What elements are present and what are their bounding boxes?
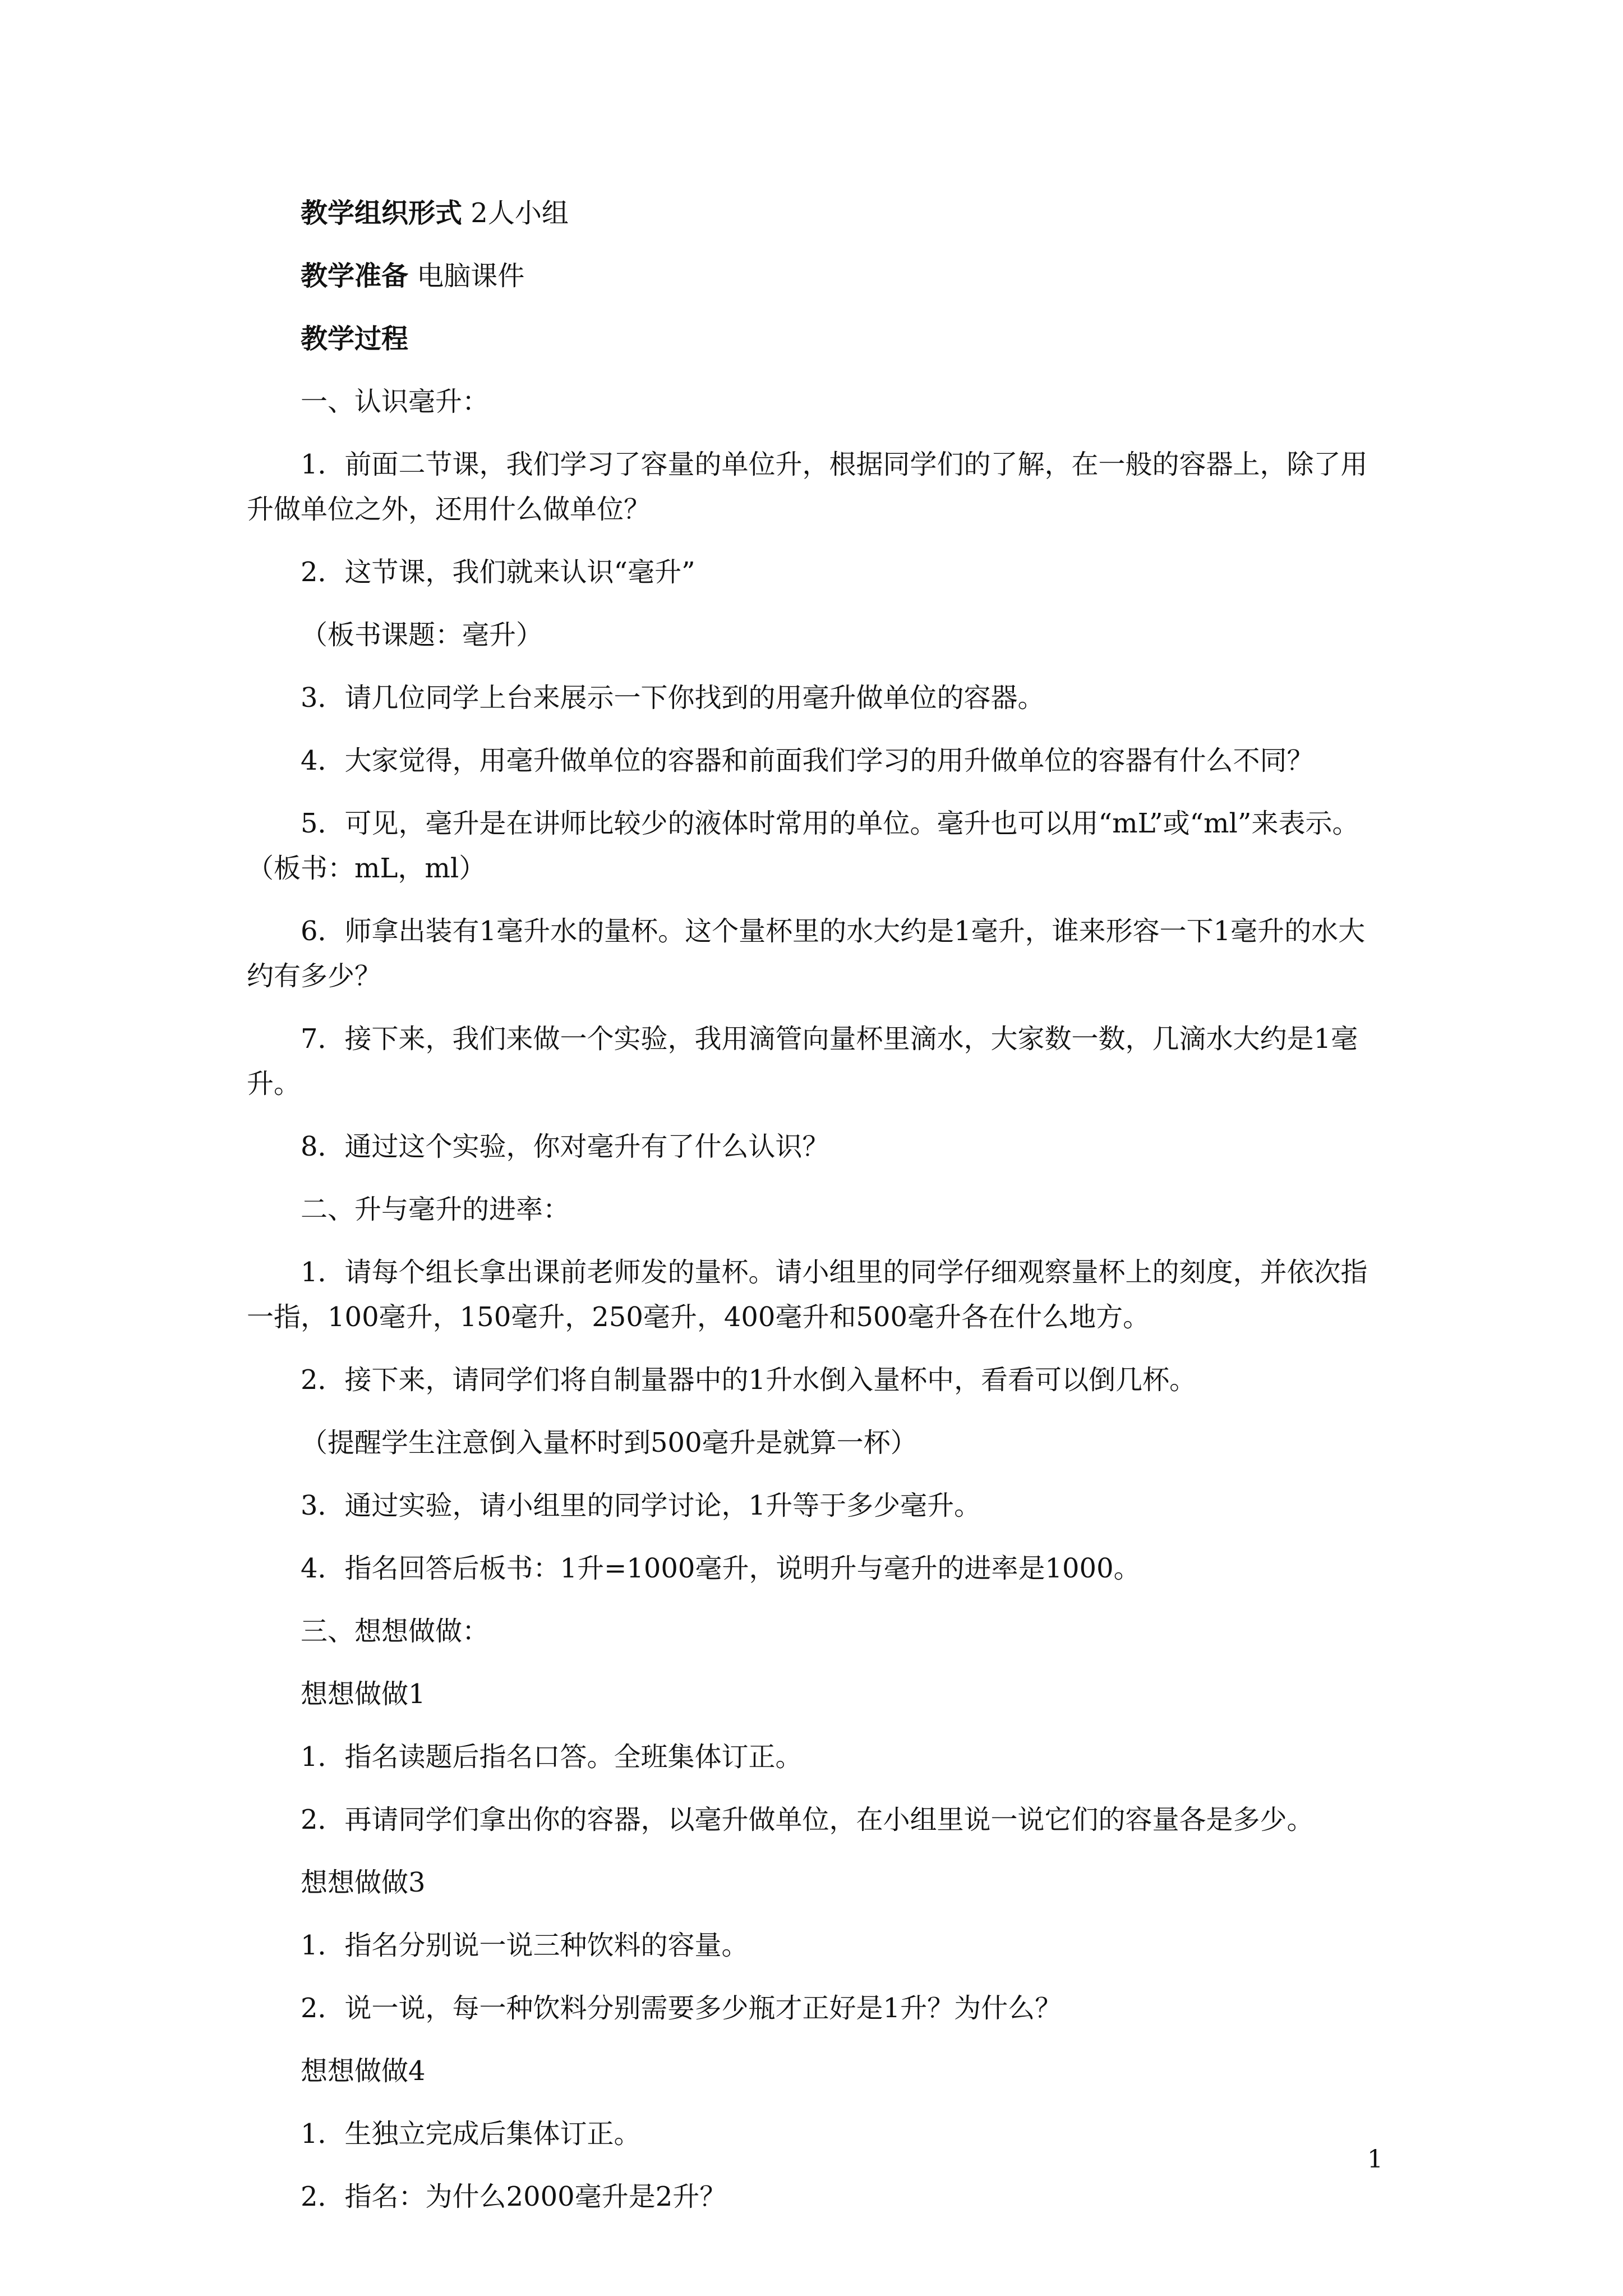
org-form-value: 2人小组 [471,197,569,229]
org-form-line [247,191,1385,236]
paragraph: 8．通过这个实验，你对毫升有了什么认识？ [301,1131,829,1162]
page-number: 1 [1367,2145,1383,2174]
paragraph: （板书课题：毫升） [301,619,543,651]
section-heading: 二、升与毫升的进率： [301,1194,570,1225]
process-label: 教学过程 [301,323,409,355]
prep-value: 电脑课件 [417,260,525,292]
process-line [247,316,1385,361]
paragraph: 2．指名：为什么2000毫升是2升？ [301,2181,727,2212]
paragraph: 2．再请同学们拿出你的容器，以毫升做单位，在小组里说一说它们的容量各是多少。 [301,1804,1314,1835]
paragraph: （提醒学生注意倒入量杯时到500毫升是就算一杯） [301,1427,917,1458]
paragraph: 5．可见，毫升是在讲师比较少的液体时常用的单位。毫升也可以用“mL”或“ml”来表示。（板书：mL，ml） [247,808,1359,884]
paragraph: 1．请每个组长拿出课前老师发的量杯。请小组里的同学仔细观察量杯上的刻度，并依次指一指，100毫升，150毫升，250毫升，400毫升和500毫升各在什么地方。 [247,1257,1368,1333]
subheading: 想想做做4 [301,2055,426,2087]
subheading: 想想做做3 [301,1867,426,1898]
section-heading: 一、认识毫升： [301,386,490,417]
paragraph: 6．师拿出装有1毫升水的量杯。这个量杯里的水大约是1毫升，谁来形容一下1毫升的水大约有多少？ [247,915,1366,992]
paragraph: 1．生独立完成后集体订正。 [301,2118,641,2150]
document-body [247,191,1385,2237]
paragraph: 4．指名回答后板书：1升=1000毫升，说明升与毫升的进率是1000。 [301,1553,1141,1584]
subheading: 想想做做1 [301,1678,426,1710]
prep-line [247,254,1385,298]
paragraph: 1．指名分别说一说三种饮料的容量。 [301,1930,749,1961]
org-form-label: 教学组织形式 [301,197,463,229]
paragraph: 1．前面二节课，我们学习了容量的单位升，根据同学们的了解，在一般的容器上，除了用升做单位之外，还用什么做单位？ [247,449,1368,525]
paragraph: 2．接下来，请同学们将自制量器中的1升水倒入量杯中，看看可以倒几杯。 [301,1364,1197,1396]
prep-label: 教学准备 [301,260,409,292]
paragraph: 2．说一说，每一种饮料分别需要多少瓶才正好是1升？为什么？ [301,1993,1062,2024]
paragraph: 3．请几位同学上台来展示一下你找到的用毫升做单位的容器。 [301,682,1045,714]
paragraph: 2．这节课，我们就来认识“毫升” [301,556,695,588]
paragraph: 3．通过实验，请小组里的同学讨论，1升等于多少毫升。 [301,1490,981,1521]
section-heading: 三、想想做做： [301,1616,490,1647]
paragraph: 1．指名读题后指名口答。全班集体订正。 [301,1741,803,1773]
paragraph: 7．接下来，我们来做一个实验，我用滴管向量杯里滴水，大家数一数，几滴水大约是1毫升。 [247,1023,1358,1099]
paragraph: 4．大家觉得，用毫升做单位的容器和前面我们学习的用升做单位的容器有什么不同？ [301,745,1314,776]
